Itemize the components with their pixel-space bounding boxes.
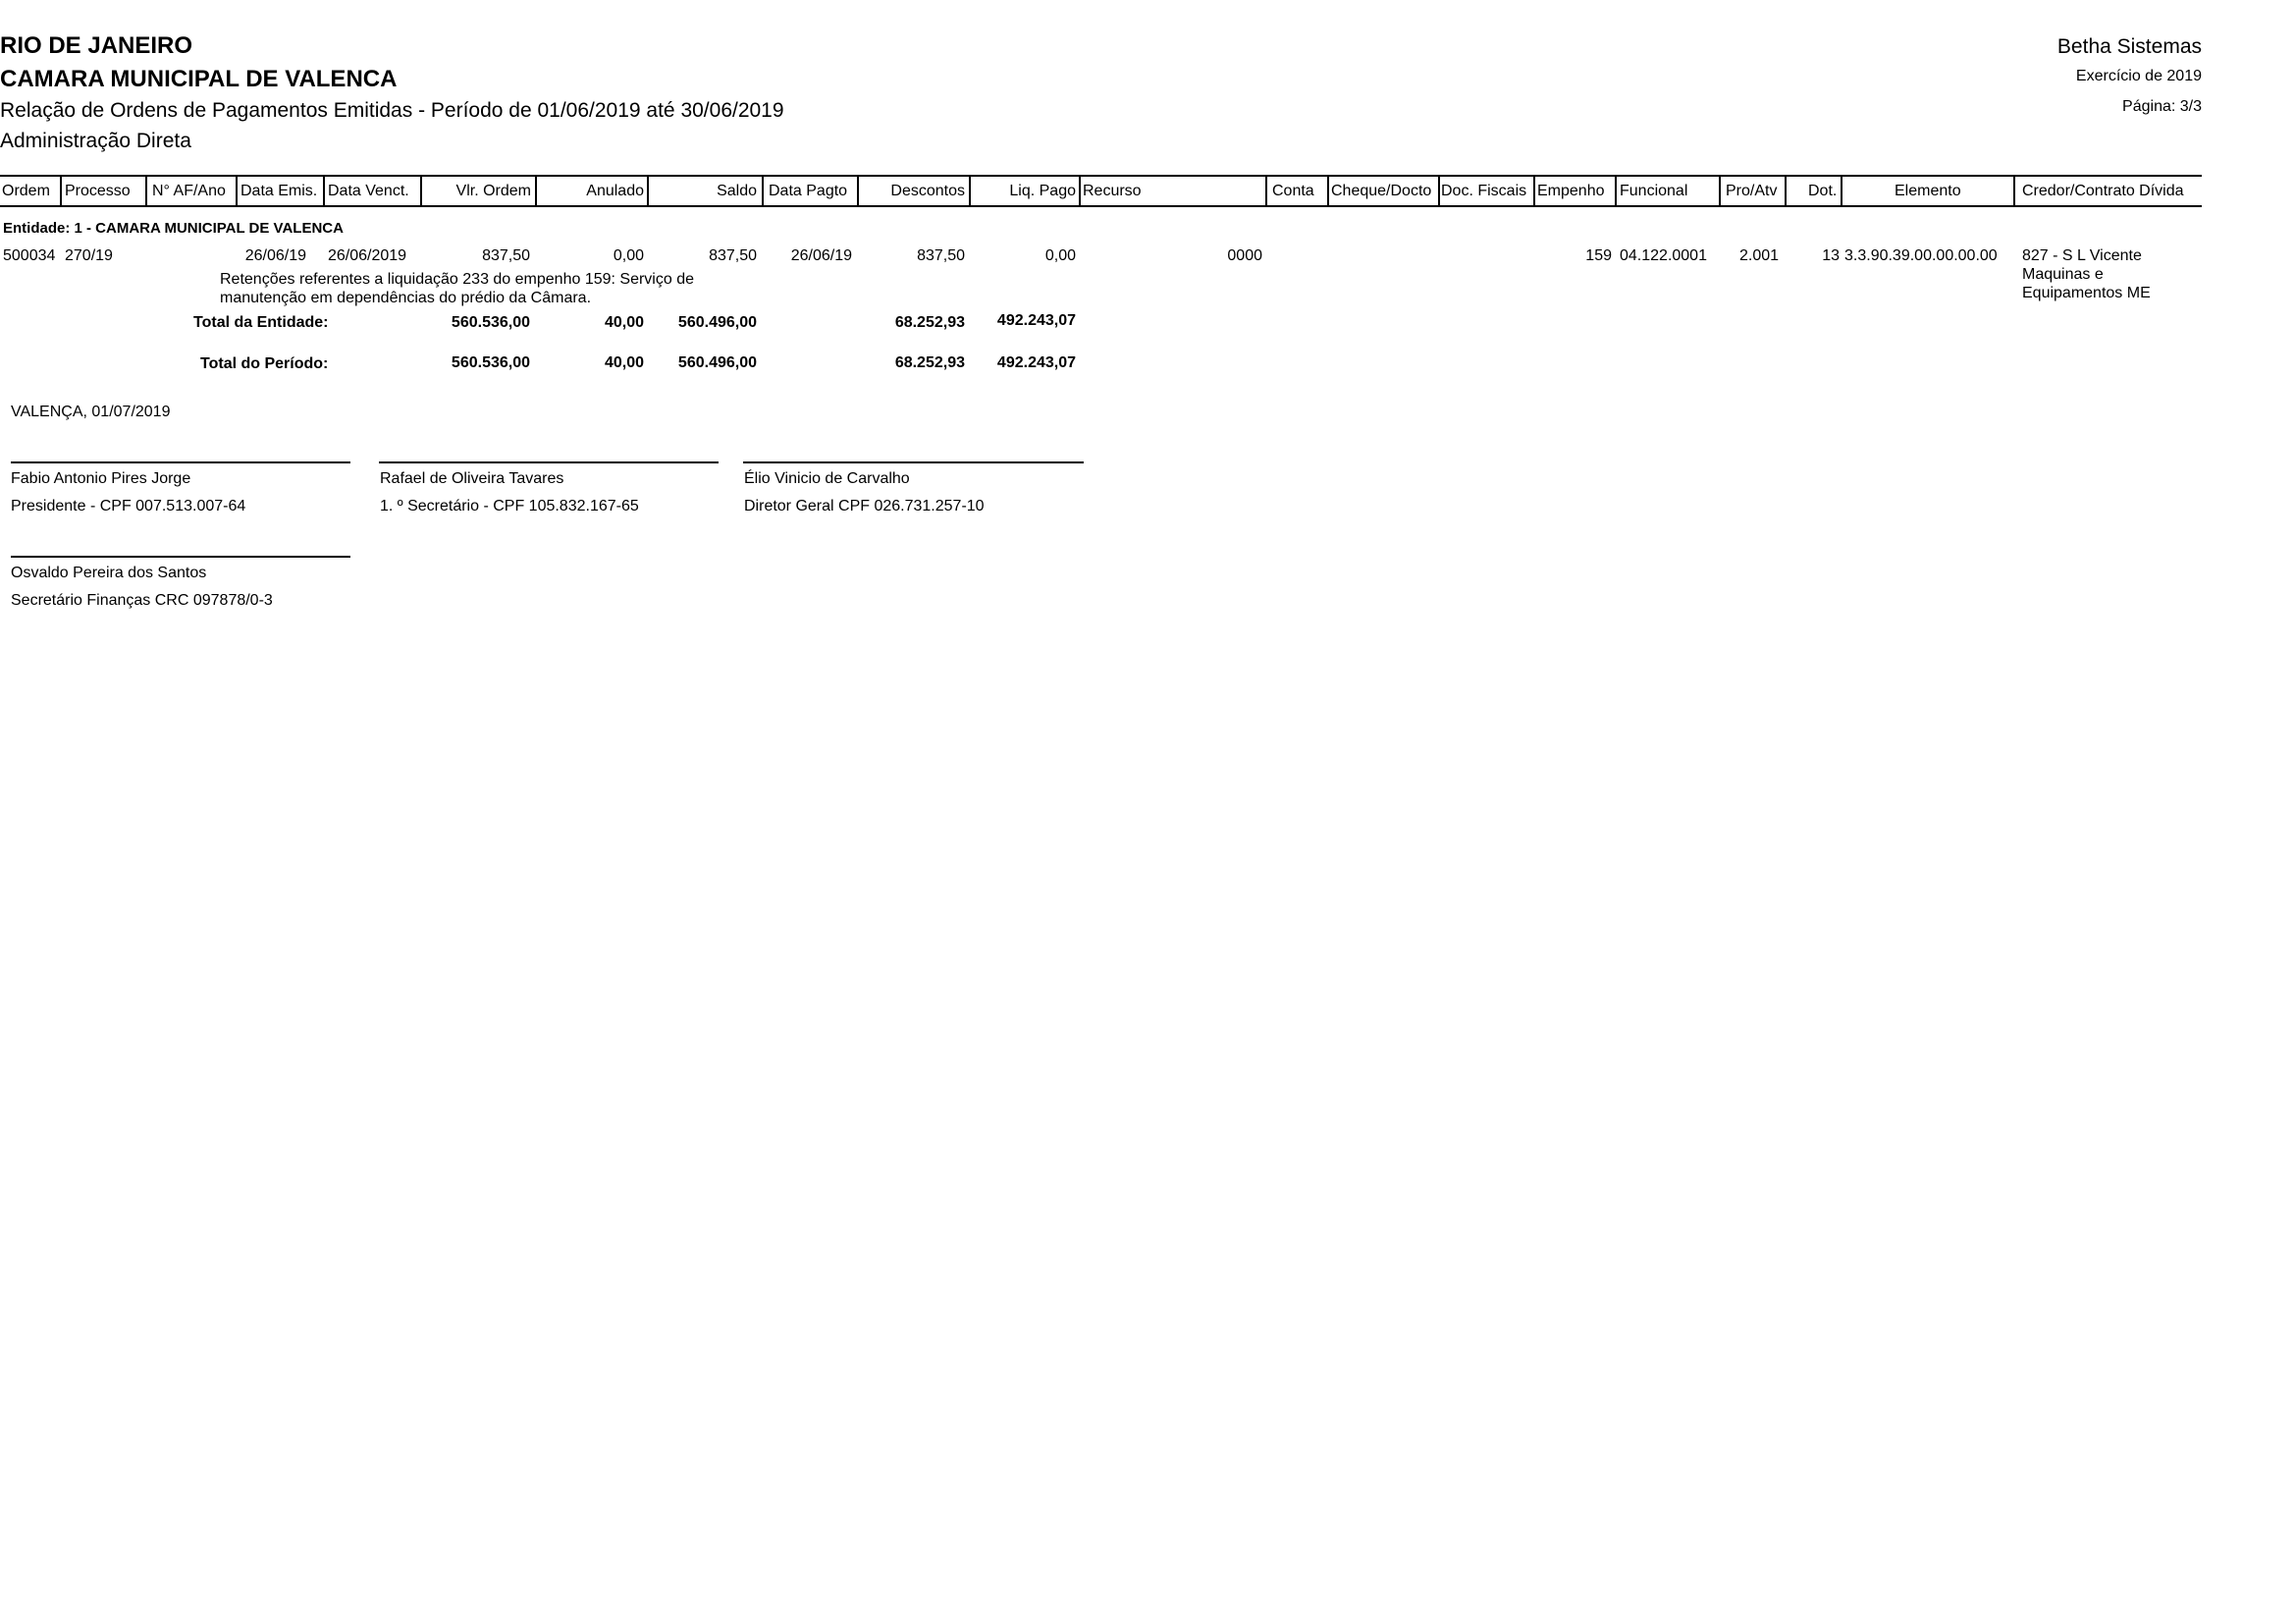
cell-data-emis: 26/06/19 — [244, 247, 306, 264]
signatory-role: Secretário Finanças CRC 097878/0-3 — [11, 592, 273, 609]
entity-total-saldo: 560.496,00 — [677, 314, 757, 331]
cell-vlr-ordem: 837,50 — [482, 247, 530, 264]
row-description-line2: manutenção em dependências do prédio da Câmara. — [220, 290, 592, 306]
cell-dot: 13 — [1822, 247, 1840, 264]
cell-liq-pago: 0,00 — [1044, 247, 1076, 264]
signatory-name: Rafael de Oliveira Tavares — [380, 470, 564, 487]
col-sep — [1841, 175, 1842, 207]
org-title: CAMARA MUNICIPAL DE VALENCA — [0, 66, 398, 92]
entity-total-vlr-ordem: 560.536,00 — [451, 314, 530, 331]
col-header-recurso: Recurso — [1083, 183, 1142, 199]
table-header-bottom-rule — [0, 205, 2202, 207]
vendor-name: Betha Sistemas — [2056, 35, 2202, 58]
col-sep — [1615, 175, 1617, 207]
col-header-elemento: Elemento — [1895, 183, 1961, 199]
state-title: RIO DE JANEIRO — [0, 32, 193, 59]
period-total-anulado: 40,00 — [604, 354, 644, 371]
col-sep — [1785, 175, 1787, 207]
col-header-descontos: Descontos — [890, 183, 965, 199]
col-header-empenho: Empenho — [1537, 183, 1605, 199]
cell-credor-line2: Maquinas e — [2022, 266, 2104, 283]
col-sep — [1438, 175, 1440, 207]
col-sep — [1719, 175, 1721, 207]
col-sep — [323, 175, 325, 207]
col-header-pro-atv: Pro/Atv — [1726, 183, 1778, 199]
cell-elemento: 3.3.90.39.00.00.00.00 — [1844, 247, 1998, 264]
cell-saldo: 837,50 — [709, 247, 757, 264]
cell-credor-line1: 827 - S L Vicente — [2022, 247, 2142, 264]
period-total-vlr-ordem: 560.536,00 — [451, 354, 530, 371]
entity-total-anulado: 40,00 — [604, 314, 644, 331]
period-total-liq-pago: 492.243,07 — [996, 354, 1076, 371]
period-total-descontos: 68.252,93 — [894, 354, 965, 371]
col-sep — [1327, 175, 1329, 207]
col-header-ordem: Ordem — [2, 183, 50, 199]
cell-empenho: 159 — [1585, 247, 1612, 264]
signatory-name: Élio Vinicio de Carvalho — [744, 470, 910, 487]
row-description-line1: Retenções referentes a liquidação 233 do empenho 159: Serviço de — [220, 271, 694, 288]
col-header-conta: Conta — [1272, 183, 1314, 199]
cell-credor-line3: Equipamentos ME — [2022, 285, 2151, 301]
table-header-top-rule — [0, 175, 2202, 177]
col-header-af-ano: N° AF/Ano — [152, 183, 226, 199]
signatory-role: Diretor Geral CPF 026.731.257-10 — [744, 498, 985, 514]
col-sep — [2013, 175, 2015, 207]
period-total-saldo: 560.496,00 — [677, 354, 757, 371]
signatory-name: Osvaldo Pereira dos Santos — [11, 565, 207, 581]
period-total-label: Total do Período: — [200, 355, 329, 372]
place-date: VALENÇA, 01/07/2019 — [11, 404, 171, 420]
entity-total-label: Total da Entidade: — [193, 314, 329, 331]
signatory-role: 1. º Secretário - CPF 105.832.167-65 — [380, 498, 639, 514]
col-header-processo: Processo — [65, 183, 131, 199]
cell-anulado: 0,00 — [613, 247, 644, 264]
admin-label: Administração Direta — [0, 130, 191, 152]
col-header-saldo: Saldo — [717, 183, 757, 199]
col-header-doc-fiscais: Doc. Fiscais — [1441, 183, 1527, 199]
cell-recurso: 0000 — [1227, 247, 1262, 264]
entity-total-descontos: 68.252,93 — [894, 314, 965, 331]
cell-ordem: 500034 — [3, 247, 56, 264]
col-sep — [1265, 175, 1267, 207]
col-header-data-venct: Data Venct. — [328, 183, 409, 199]
report-title: Relação de Ordens de Pagamentos Emitidas - Período de 01/06/2019 até 30/06/2019 — [0, 99, 784, 122]
entity-total-liq-pago: 492.243,07 — [996, 312, 1076, 329]
signature-line — [743, 461, 1084, 463]
col-sep — [145, 175, 147, 207]
col-header-credor: Credor/Contrato Dívida — [2022, 183, 2184, 199]
cell-data-venct: 26/06/2019 — [328, 247, 407, 264]
cell-data-pagto: 26/06/19 — [790, 247, 852, 264]
entity-label: Entidade: 1 - CAMARA MUNICIPAL DE VALENCA — [3, 220, 344, 237]
col-header-liq-pago: Liq. Pago — [1009, 183, 1076, 199]
signature-line — [379, 461, 719, 463]
col-header-dot: Dot. — [1808, 183, 1838, 199]
col-sep — [762, 175, 764, 207]
cell-processo: 270/19 — [65, 247, 113, 264]
col-sep — [236, 175, 238, 207]
exercise-label: Exercício de 2019 — [2075, 68, 2202, 84]
cell-pro-atv: 2.001 — [1739, 247, 1780, 264]
col-header-cheque-docto: Cheque/Docto — [1331, 183, 1432, 199]
cell-descontos: 837,50 — [917, 247, 965, 264]
signature-line — [11, 556, 350, 558]
col-sep — [1079, 175, 1081, 207]
cell-funcional: 04.122.0001 — [1620, 247, 1707, 264]
col-header-data-pagto: Data Pagto — [769, 183, 848, 199]
col-header-data-emis: Data Emis. — [240, 183, 318, 199]
col-sep — [60, 175, 62, 207]
col-header-anulado: Anulado — [586, 183, 644, 199]
col-sep — [1533, 175, 1535, 207]
col-header-vlr-ordem: Vlr. Ordem — [455, 183, 531, 199]
col-header-funcional: Funcional — [1620, 183, 1688, 199]
signatory-name: Fabio Antonio Pires Jorge — [11, 470, 191, 487]
signatory-role: Presidente - CPF 007.513.007-64 — [11, 498, 246, 514]
signature-line — [11, 461, 350, 463]
page-number: Página: 3/3 — [2122, 98, 2202, 115]
